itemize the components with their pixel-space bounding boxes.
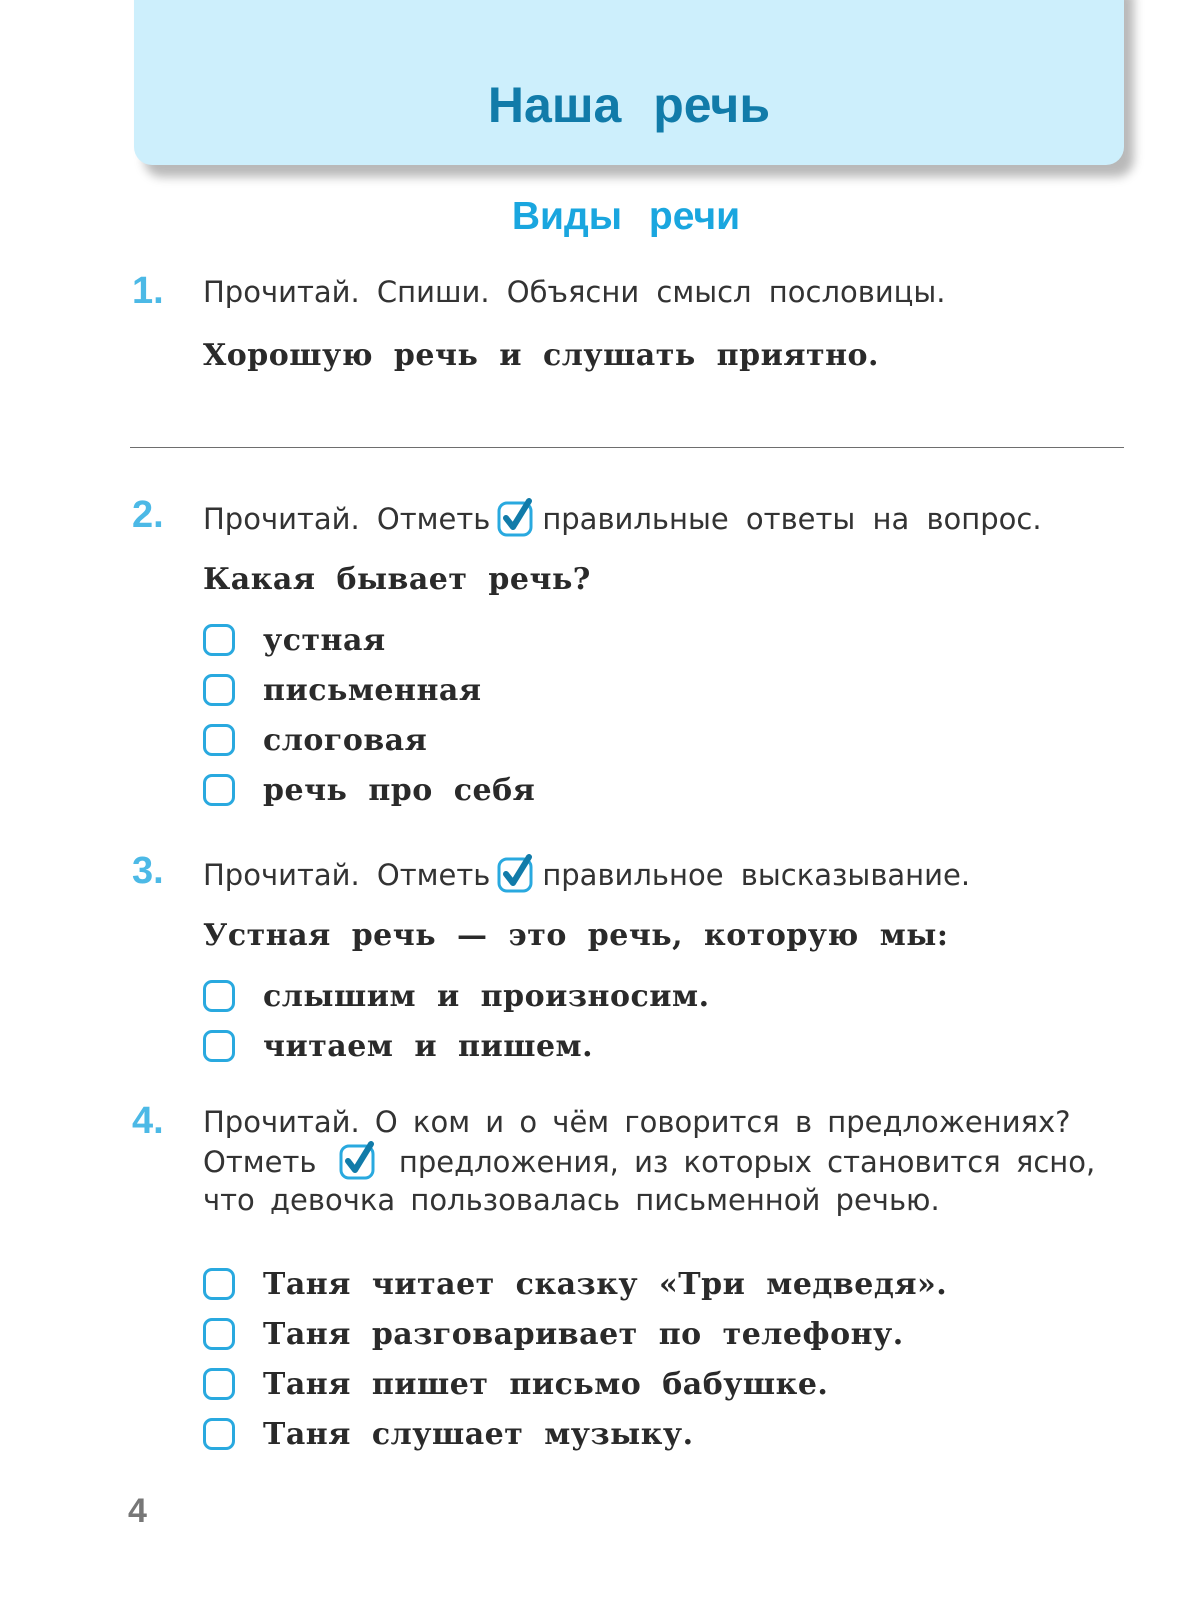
task-1-proverb: Хорошую речь и слушать приятно. (203, 338, 879, 373)
task-4-line-2-after: предложения, из которых становится ясно, (398, 1145, 1096, 1179)
task-1-number: 1. (132, 270, 164, 312)
task-3-option[interactable] (203, 976, 710, 1016)
task-4-option[interactable] (203, 1314, 904, 1354)
checkbox[interactable] (203, 1318, 235, 1350)
checkbox[interactable] (203, 1418, 235, 1450)
task-2-number: 2. (132, 494, 164, 536)
task-4-number: 4. (132, 1100, 164, 1142)
task-3-number: 3. (132, 850, 164, 892)
checkbox[interactable] (203, 1268, 235, 1300)
task-4-line-2-before: Отметь (203, 1145, 317, 1179)
task-2-instruction-before: Прочитай. Отметь (203, 502, 491, 536)
option-label: речь про себя (263, 772, 536, 808)
checkbox[interactable] (203, 674, 235, 706)
task-3-instruction-after: правильное высказывание. (542, 858, 971, 892)
header-banner (134, 0, 1124, 165)
checkbox[interactable] (203, 624, 235, 656)
task-3-statement: Устная речь — это речь, которую мы: (203, 918, 949, 953)
option-label: Таня разговаривает по телефону. (263, 1316, 904, 1352)
option-label: устная (263, 622, 386, 658)
checkbox[interactable] (203, 774, 235, 806)
task-3-instruction (203, 854, 970, 894)
option-label: письменная (263, 672, 482, 708)
option-label: Таня читает сказку «Три медведя». (263, 1266, 948, 1302)
option-label: Таня пишет письмо бабушке. (263, 1366, 829, 1402)
page-title: Наша речь (487, 77, 771, 133)
checkmark-checkbox-icon (496, 498, 536, 538)
task-4-line-1: Прочитай. О ком и о чём говорится в предложениях? (203, 1105, 1071, 1139)
task-3-instruction-before: Прочитай. Отметь (203, 858, 491, 892)
checkmark-checkbox-icon (496, 854, 536, 894)
writing-line[interactable] (130, 447, 1124, 448)
task-3-option[interactable] (203, 1026, 593, 1066)
checkbox[interactable] (203, 980, 235, 1012)
task-4-instruction (203, 1103, 1125, 1219)
task-4-line-3: что девочка пользовалась письменной речью. (203, 1183, 940, 1217)
task-2-instruction-after: правильные ответы на вопрос. (542, 502, 1042, 536)
task-2-option[interactable] (203, 770, 535, 810)
task-1-instruction: Прочитай. Спиши. Объясни смысл пословицы. (203, 275, 946, 309)
checkbox[interactable] (203, 1368, 235, 1400)
task-2-option[interactable] (203, 720, 427, 760)
checkmark-checkbox-icon (338, 1141, 378, 1181)
option-label: слышим и произносим. (263, 978, 710, 1014)
option-label: читаем и пишем. (263, 1028, 594, 1064)
task-4-option[interactable] (203, 1364, 828, 1404)
page-number: 4 (128, 1492, 147, 1530)
task-4-option[interactable] (203, 1264, 947, 1304)
checkbox[interactable] (203, 724, 235, 756)
task-2-option[interactable] (203, 620, 386, 660)
task-2-instruction (203, 498, 1042, 538)
task-2-option[interactable] (203, 670, 482, 710)
task-4-option[interactable] (203, 1414, 694, 1454)
option-label: Таня слушает музыку. (263, 1416, 694, 1452)
option-label: слоговая (263, 722, 428, 758)
task-2-question: Какая бывает речь? (203, 562, 591, 597)
section-subtitle: Виды речи (511, 195, 741, 238)
checkbox[interactable] (203, 1030, 235, 1062)
